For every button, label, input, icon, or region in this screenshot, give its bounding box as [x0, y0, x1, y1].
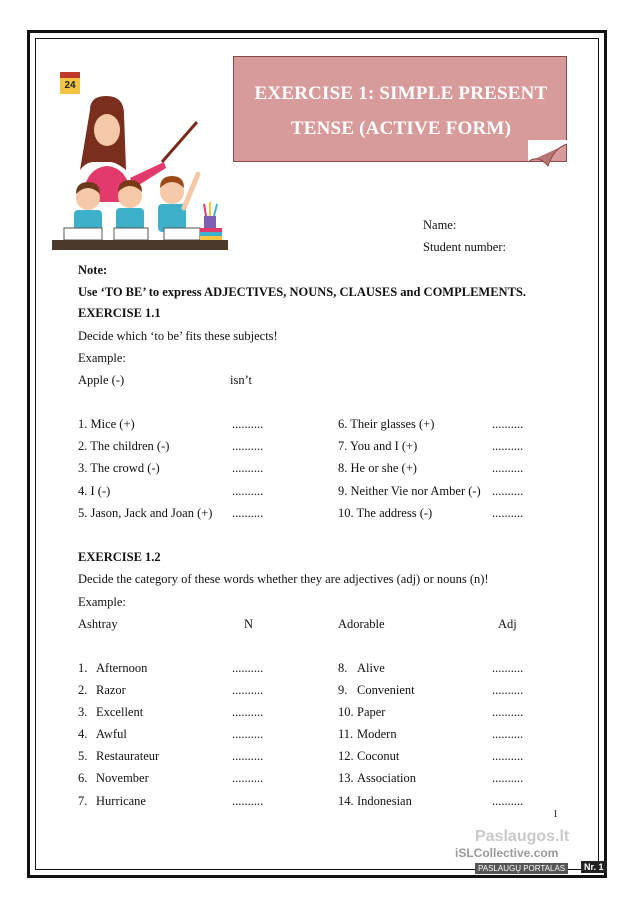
item-word: Hurricane	[96, 794, 146, 808]
exercise-1-2-example-word: Adorable	[338, 617, 385, 631]
list-item: 6. Their glasses (+)	[338, 417, 435, 431]
answer-blank[interactable]: ..........	[232, 705, 264, 719]
item-number: 12.	[338, 749, 354, 763]
exercise-1-1-example-label: Example:	[78, 351, 126, 365]
item-number: 5.	[78, 749, 88, 763]
item-word: Association	[357, 771, 417, 785]
item-word: Afternoon	[96, 661, 148, 675]
answer-blank[interactable]: ..........	[492, 506, 524, 520]
answer-blank[interactable]: ..........	[232, 771, 264, 785]
item-word: Convenient	[357, 683, 415, 697]
list-item: 10. The address (-)	[338, 506, 433, 520]
answer-blank[interactable]: ..........	[232, 727, 264, 741]
answer-blank[interactable]: ..........	[492, 794, 524, 808]
item-number: 14.	[338, 794, 354, 808]
item-number: 9.	[338, 683, 348, 697]
watermark-line-1: Paslaugos.lt	[475, 828, 570, 845]
item-number: 1.	[78, 661, 88, 675]
exercise-1-1-example-subject: Apple (-)	[78, 373, 125, 387]
teacher-with-children-illustration	[50, 70, 230, 252]
item-word: Restaurateur	[96, 749, 160, 763]
note-label: Note:	[78, 263, 108, 277]
answer-blank[interactable]: ..........	[492, 727, 524, 741]
item-word: Paper	[357, 705, 386, 719]
answer-blank[interactable]: ..........	[232, 439, 264, 453]
exercise-1-2-example-label: Example:	[78, 595, 126, 609]
watermark-line-3: PASLAUGŲ PORTALAS	[475, 863, 568, 874]
exercise-1-1-heading: EXERCISE 1.1	[78, 306, 161, 320]
student-number-label: Student number:	[423, 240, 506, 254]
answer-blank[interactable]: ..........	[492, 771, 524, 785]
answer-blank[interactable]: ..........	[492, 439, 524, 453]
list-item: 7. You and I (+)	[338, 439, 418, 453]
answer-blank[interactable]: ..........	[492, 749, 524, 763]
answer-blank[interactable]: ..........	[492, 461, 524, 475]
name-label: Name:	[423, 218, 457, 232]
title-line-2: TENSE (ACTIVE FORM)	[290, 118, 512, 139]
exercise-1-1-instruction: Decide which ‘to be’ fits these subjects!	[78, 329, 278, 343]
item-word: Alive	[357, 661, 385, 675]
item-word: Indonesian	[357, 794, 412, 808]
answer-blank[interactable]: ..........	[492, 417, 524, 431]
watermark-line-2: iSLCollective.com	[455, 846, 559, 860]
answer-blank[interactable]: ..........	[232, 417, 264, 431]
answer-blank[interactable]: ..........	[232, 794, 264, 808]
exercise-1-2-example-answer: N	[244, 617, 254, 631]
answer-blank[interactable]: ..........	[492, 683, 524, 697]
watermark-badge: Nr. 1	[581, 861, 607, 873]
exercise-1-2-example-word: Ashtray	[78, 617, 118, 631]
title-line-1: EXERCISE 1: SIMPLE PRESENT	[254, 83, 548, 104]
item-number: 3.	[78, 705, 88, 719]
item-number: 7.	[78, 794, 88, 808]
answer-blank[interactable]: ..........	[232, 749, 264, 763]
answer-blank[interactable]: ..........	[232, 661, 264, 675]
item-word: Coconut	[357, 749, 400, 763]
item-number: 6.	[78, 771, 88, 785]
exercise-1-2-example-answer: Adj	[498, 617, 517, 631]
answer-blank[interactable]: ..........	[232, 461, 264, 475]
calendar-day: 24	[64, 80, 76, 91]
item-word: Excellent	[96, 705, 144, 719]
list-item: 5. Jason, Jack and Joan (+)	[78, 506, 213, 520]
item-word: Razor	[96, 683, 126, 697]
page-curl-icon	[528, 140, 568, 168]
exercise-1-2-heading: EXERCISE 1.2	[78, 550, 161, 564]
exercise-1-2-instruction: Decide the category of these words whether they are adjectives (adj) or nouns (n)!	[78, 572, 489, 586]
list-item: 3. The crowd (-)	[78, 461, 160, 475]
list-item: 1. Mice (+)	[78, 417, 135, 431]
list-item: 8. He or she (+)	[338, 461, 417, 475]
item-number: 13.	[338, 771, 354, 785]
exercise-1-1-example-answer: isn’t	[230, 373, 252, 387]
list-item: 2. The children (-)	[78, 439, 170, 453]
answer-blank[interactable]: ..........	[492, 661, 524, 675]
page-number: 1	[553, 809, 558, 820]
list-item: 4. I (-)	[78, 484, 111, 498]
item-word: November	[96, 771, 149, 785]
watermark	[455, 828, 615, 878]
answer-blank[interactable]: ..........	[492, 705, 524, 719]
list-item: 9. Neither Vie nor Amber (-)	[338, 484, 481, 498]
answer-blank[interactable]: ..........	[232, 484, 264, 498]
item-number: 10.	[338, 705, 354, 719]
item-number: 2.	[78, 683, 88, 697]
item-number: 4.	[78, 727, 88, 741]
answer-blank[interactable]: ..........	[232, 506, 264, 520]
item-word: Modern	[357, 727, 397, 741]
note-text: Use ‘TO BE’ to express ADJECTIVES, NOUNS, CLAUSES and COMPLEMENTS.	[78, 285, 526, 299]
answer-blank[interactable]: ..........	[232, 683, 264, 697]
item-number: 11.	[338, 727, 354, 741]
answer-blank[interactable]: ..........	[492, 484, 524, 498]
item-number: 8.	[338, 661, 348, 675]
title-box	[233, 56, 567, 162]
item-word: Awful	[96, 727, 127, 741]
